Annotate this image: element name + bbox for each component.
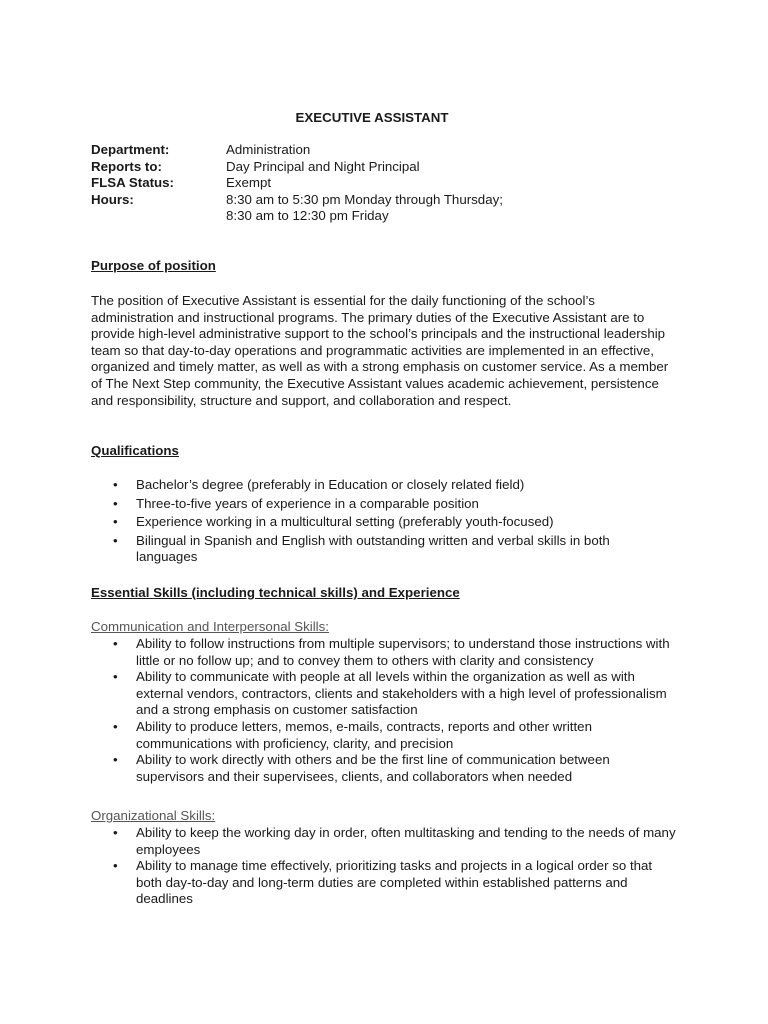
organizational-subheading: Organizational Skills:	[91, 808, 216, 823]
list-item: • Ability to work directly with others and be the first line of communication between supervisors and their supervisees, clients, and collaborators when needed	[91, 752, 676, 785]
list-item: • Ability to communicate with people at all levels within the organization as well as with external vendors, contractors, clients and stakeholders with a high level of professionalism and a strong emphasis on customer satisfaction	[91, 669, 676, 719]
flsa-status-label: FLSA Status:	[91, 175, 174, 191]
hours-value	[226, 192, 681, 225]
department-row	[91, 142, 681, 159]
hours-line-1: 8:30 am to 5:30 pm Monday through Thursday;	[226, 191, 503, 207]
purpose-heading: Purpose of position	[91, 258, 216, 273]
flsa-status-value: Exempt	[226, 175, 272, 191]
hours-line-2: 8:30 am to 12:30 pm Friday	[226, 208, 389, 224]
list-item: • Experience working in a multicultural setting (preferably youth-focused)	[91, 514, 651, 531]
list-item: • Ability to follow instructions from multiple supervisors; to understand those instructions with little or no follow up; and to convey them to others with clarity and consistency	[91, 636, 676, 669]
hours-row	[91, 192, 681, 225]
document-title: EXECUTIVE ASSISTANT	[295, 110, 449, 125]
purpose-paragraph: The position of Executive Assistant is essential for the daily functioning of the school’s administration and instructional programs. The primary duties of the Executive Assistant are to provide high-level administrative support to the school’s principals and the instructional leadership team so that day-to-day operations and programmatic activities are implemented in an effective, organized and timely matter, as well as with a strong emphasis on customer service. As a member of The Next Step community, the Executive Assistant values academic achievement, persistence and responsibility, structure and support, and collaboration and respect.	[91, 293, 669, 408]
communication-list	[91, 636, 676, 785]
job-details	[91, 142, 681, 225]
qualifications-section	[91, 443, 681, 460]
qualifications-list	[91, 477, 651, 566]
purpose-body	[91, 293, 676, 409]
hours-label: Hours:	[91, 191, 134, 207]
organizational-skills-section	[91, 808, 681, 825]
qualifications-list-wrap	[91, 477, 651, 568]
list-item: • Three-to-five years of experience in a comparable position	[91, 496, 651, 513]
list-item: • Ability to manage time effectively, prioritizing tasks and projects in a logical order so that both day-to-day and long-term duties are completed within established patterns and deadlines	[91, 858, 676, 908]
essential-skills-heading: Essential Skills (including technical skills) and Experience	[91, 585, 460, 600]
list-item: • Bachelor’s degree (preferably in Education or closely related field)	[91, 477, 651, 494]
communication-list-wrap	[91, 636, 676, 785]
essential-skills-section	[91, 585, 681, 602]
reports-to-label: Reports to:	[91, 158, 162, 174]
reports-to-row	[91, 159, 681, 176]
list-item: • Ability to keep the working day in order, often multitasking and tending to the needs of many employees	[91, 825, 676, 858]
list-item: • Bilingual in Spanish and English with outstanding written and verbal skills in both languages	[91, 533, 651, 566]
department-label: Department:	[91, 142, 170, 157]
organizational-list-wrap	[91, 825, 676, 908]
list-item: • Ability to produce letters, memos, e-mails, contracts, reports and other written communications with proficiency, clarity, and precision	[91, 719, 676, 752]
flsa-status-row	[91, 175, 681, 192]
department-value: Administration	[226, 142, 311, 157]
communication-subheading: Communication and Interpersonal Skills:	[91, 619, 329, 634]
organizational-list	[91, 825, 676, 908]
communication-skills-section	[91, 619, 681, 636]
reports-to-value: Day Principal and Night Principal	[226, 158, 420, 174]
qualifications-heading: Qualifications	[91, 443, 179, 458]
purpose-section	[91, 258, 681, 275]
